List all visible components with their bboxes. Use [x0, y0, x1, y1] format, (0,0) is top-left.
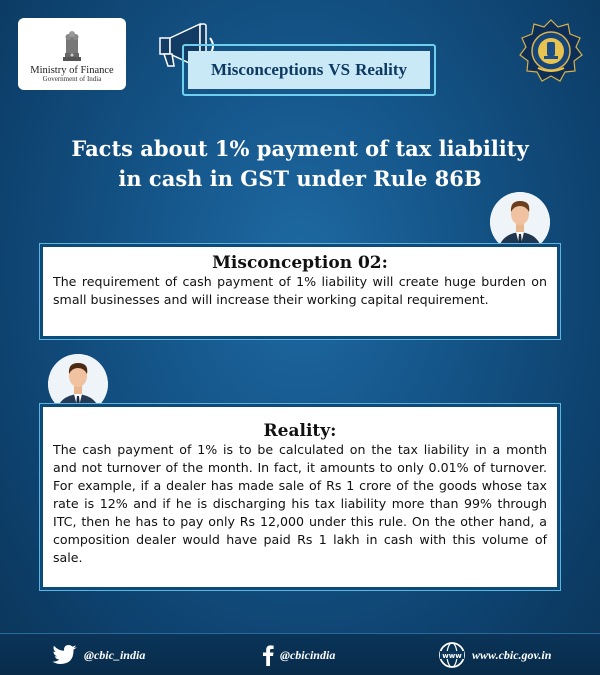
twitter-handle: @cbic_india — [84, 647, 146, 662]
ministry-name: Ministry of Finance — [30, 64, 114, 76]
website-url: www.cbic.gov.in — [472, 647, 552, 662]
reality-card — [40, 404, 560, 590]
twitter-icon — [52, 644, 78, 666]
banner-vs: VS — [328, 60, 351, 79]
headline — [40, 134, 560, 194]
misconception-card — [40, 244, 560, 339]
twitter-link[interactable] — [52, 644, 145, 666]
headline-line-2: in cash in GST under Rule 86B — [118, 166, 482, 191]
facebook-link[interactable] — [262, 644, 335, 666]
banner-misconceptions: Misconceptions — [210, 60, 324, 79]
title-banner — [182, 44, 436, 96]
web-icon-text: www — [442, 651, 462, 660]
website-link[interactable] — [438, 641, 551, 669]
globe-icon — [438, 641, 466, 669]
headline-line-1: Facts about 1% payment of tax liability — [71, 136, 529, 161]
ministry-logo — [18, 18, 126, 90]
reality-body: The cash payment of 1% is to be calculated on the tax liability in a month and not turnover of the month. In fact, it amounts to only 0.01% of turnover. For example, if a dealer has made sale of Rs 1 crore of the goods whose tax rate is 12% and if he is discharging his tax liability more than 99% through ITC, then he has to pay only Rs 12,000 under this rule. On the other hand, a composition dealer would have paid Rs 1 lakh in cash with this volume of sale. — [53, 442, 547, 565]
government-name: Government of India — [42, 75, 102, 84]
footer — [0, 633, 600, 675]
national-emblem-icon — [59, 28, 85, 62]
banner-reality: Reality — [355, 60, 408, 79]
misconception-title: Misconception 02: — [212, 253, 388, 273]
reality-title: Reality: — [263, 421, 337, 441]
businessman-avatar-icon — [490, 192, 550, 252]
facebook-handle: @cbicindia — [280, 647, 336, 662]
misconception-body: The requirement of cash payment of 1% liability will create huge burden on small businesses and will increase their working capital requirement. — [53, 274, 547, 307]
facebook-icon — [262, 644, 274, 666]
cbic-seal-icon — [518, 18, 584, 84]
